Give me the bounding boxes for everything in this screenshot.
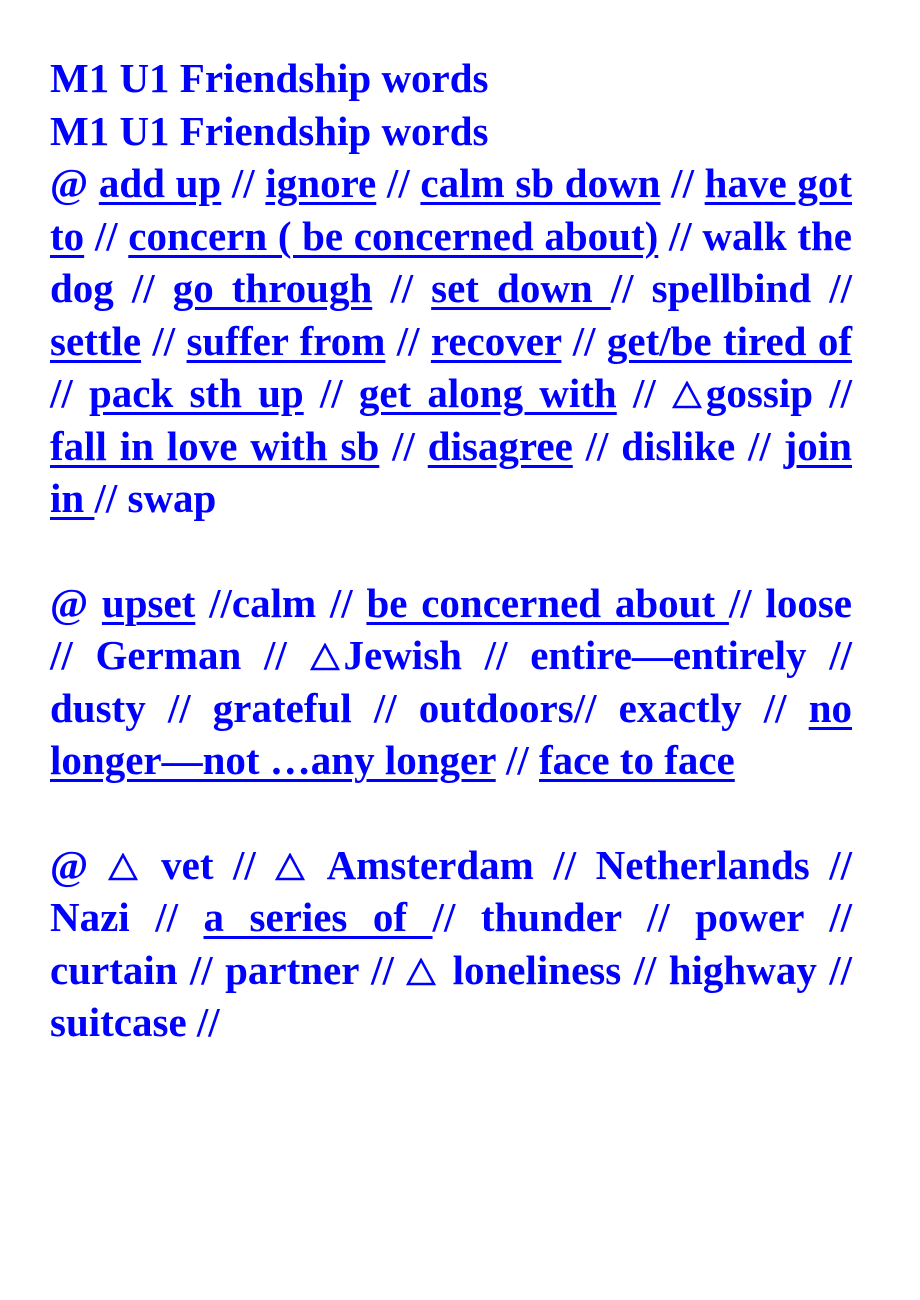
word-text: // loose // German // xyxy=(50,579,853,678)
word-text: // xyxy=(303,370,359,416)
word-text: // xyxy=(379,422,428,469)
word-text: @ xyxy=(50,841,108,888)
key-phrase: set down xyxy=(431,265,611,311)
word-group-3 xyxy=(50,839,852,1049)
key-phrase: add up xyxy=(98,160,222,206)
page-title: M1 U1 Friendship words xyxy=(50,55,489,101)
key-phrase: go through xyxy=(172,265,373,311)
triangle-icon xyxy=(275,853,305,881)
key-phrase: be concerned about xyxy=(366,579,729,626)
word-text: // xyxy=(660,160,705,206)
word-text: // xyxy=(372,265,432,311)
triangle-icon xyxy=(406,958,436,986)
page-title-repeat: M1 U1 Friendship words xyxy=(50,107,489,154)
triangle-icon xyxy=(108,853,138,881)
key-phrase: a series of xyxy=(203,894,433,940)
key-phrase: get along with xyxy=(358,370,617,416)
word-text: // spellbind // xyxy=(610,265,852,311)
word-text: gossip // xyxy=(705,370,852,416)
word-text: @ xyxy=(50,160,99,206)
word-text: // thunder // power // curtain // partner // xyxy=(50,894,852,993)
word-text: // xyxy=(376,160,421,206)
key-phrase: upset xyxy=(101,579,196,626)
word-text: @ xyxy=(50,579,102,626)
key-phrase: suffer from xyxy=(186,317,386,364)
word-text: loneliness // highway // suitcase // xyxy=(50,946,852,1045)
key-phrase: get/be tired of xyxy=(606,317,852,364)
word-text: // xyxy=(141,317,187,364)
word-text: //calm // xyxy=(195,579,367,626)
word-text: // xyxy=(616,370,672,416)
word-text: // dislike // xyxy=(572,422,784,469)
triangle-icon xyxy=(672,381,702,409)
word-list-document xyxy=(50,52,852,1049)
key-phrase: concern ( be concerned about) xyxy=(128,212,659,259)
word-text: // xyxy=(385,317,431,364)
key-phrase: calm sb down xyxy=(420,160,661,206)
word-text: // xyxy=(561,317,607,364)
key-phrase: disagree xyxy=(427,422,573,469)
word-text: vet // xyxy=(141,841,276,888)
key-phrase: no longer—not …any longer xyxy=(50,684,852,783)
word-text: // xyxy=(495,737,539,783)
word-text: // xyxy=(221,160,266,206)
word-group-2 xyxy=(50,577,852,787)
key-phrase: have got to xyxy=(50,160,852,259)
triangle-icon xyxy=(310,643,340,671)
word-text: Jewish // entire—entirely // dusty // grateful // outdoors// exactly // xyxy=(50,632,852,731)
word-text: // xyxy=(50,370,89,416)
key-phrase: recover xyxy=(430,317,562,364)
word-group-1 xyxy=(50,157,852,525)
key-phrase: face to face xyxy=(539,737,735,783)
word-text: Amsterdam // Netherlands // Nazi // xyxy=(50,841,853,940)
word-text: // swap xyxy=(94,475,217,521)
key-phrase: join in xyxy=(50,422,852,521)
word-text: // xyxy=(84,212,129,259)
key-phrase: ignore xyxy=(265,160,377,206)
key-phrase: fall in love with sb xyxy=(50,422,380,469)
word-text: // walk the dog // xyxy=(50,212,852,311)
key-phrase: pack sth up xyxy=(88,370,304,416)
key-phrase: settle xyxy=(50,317,142,364)
